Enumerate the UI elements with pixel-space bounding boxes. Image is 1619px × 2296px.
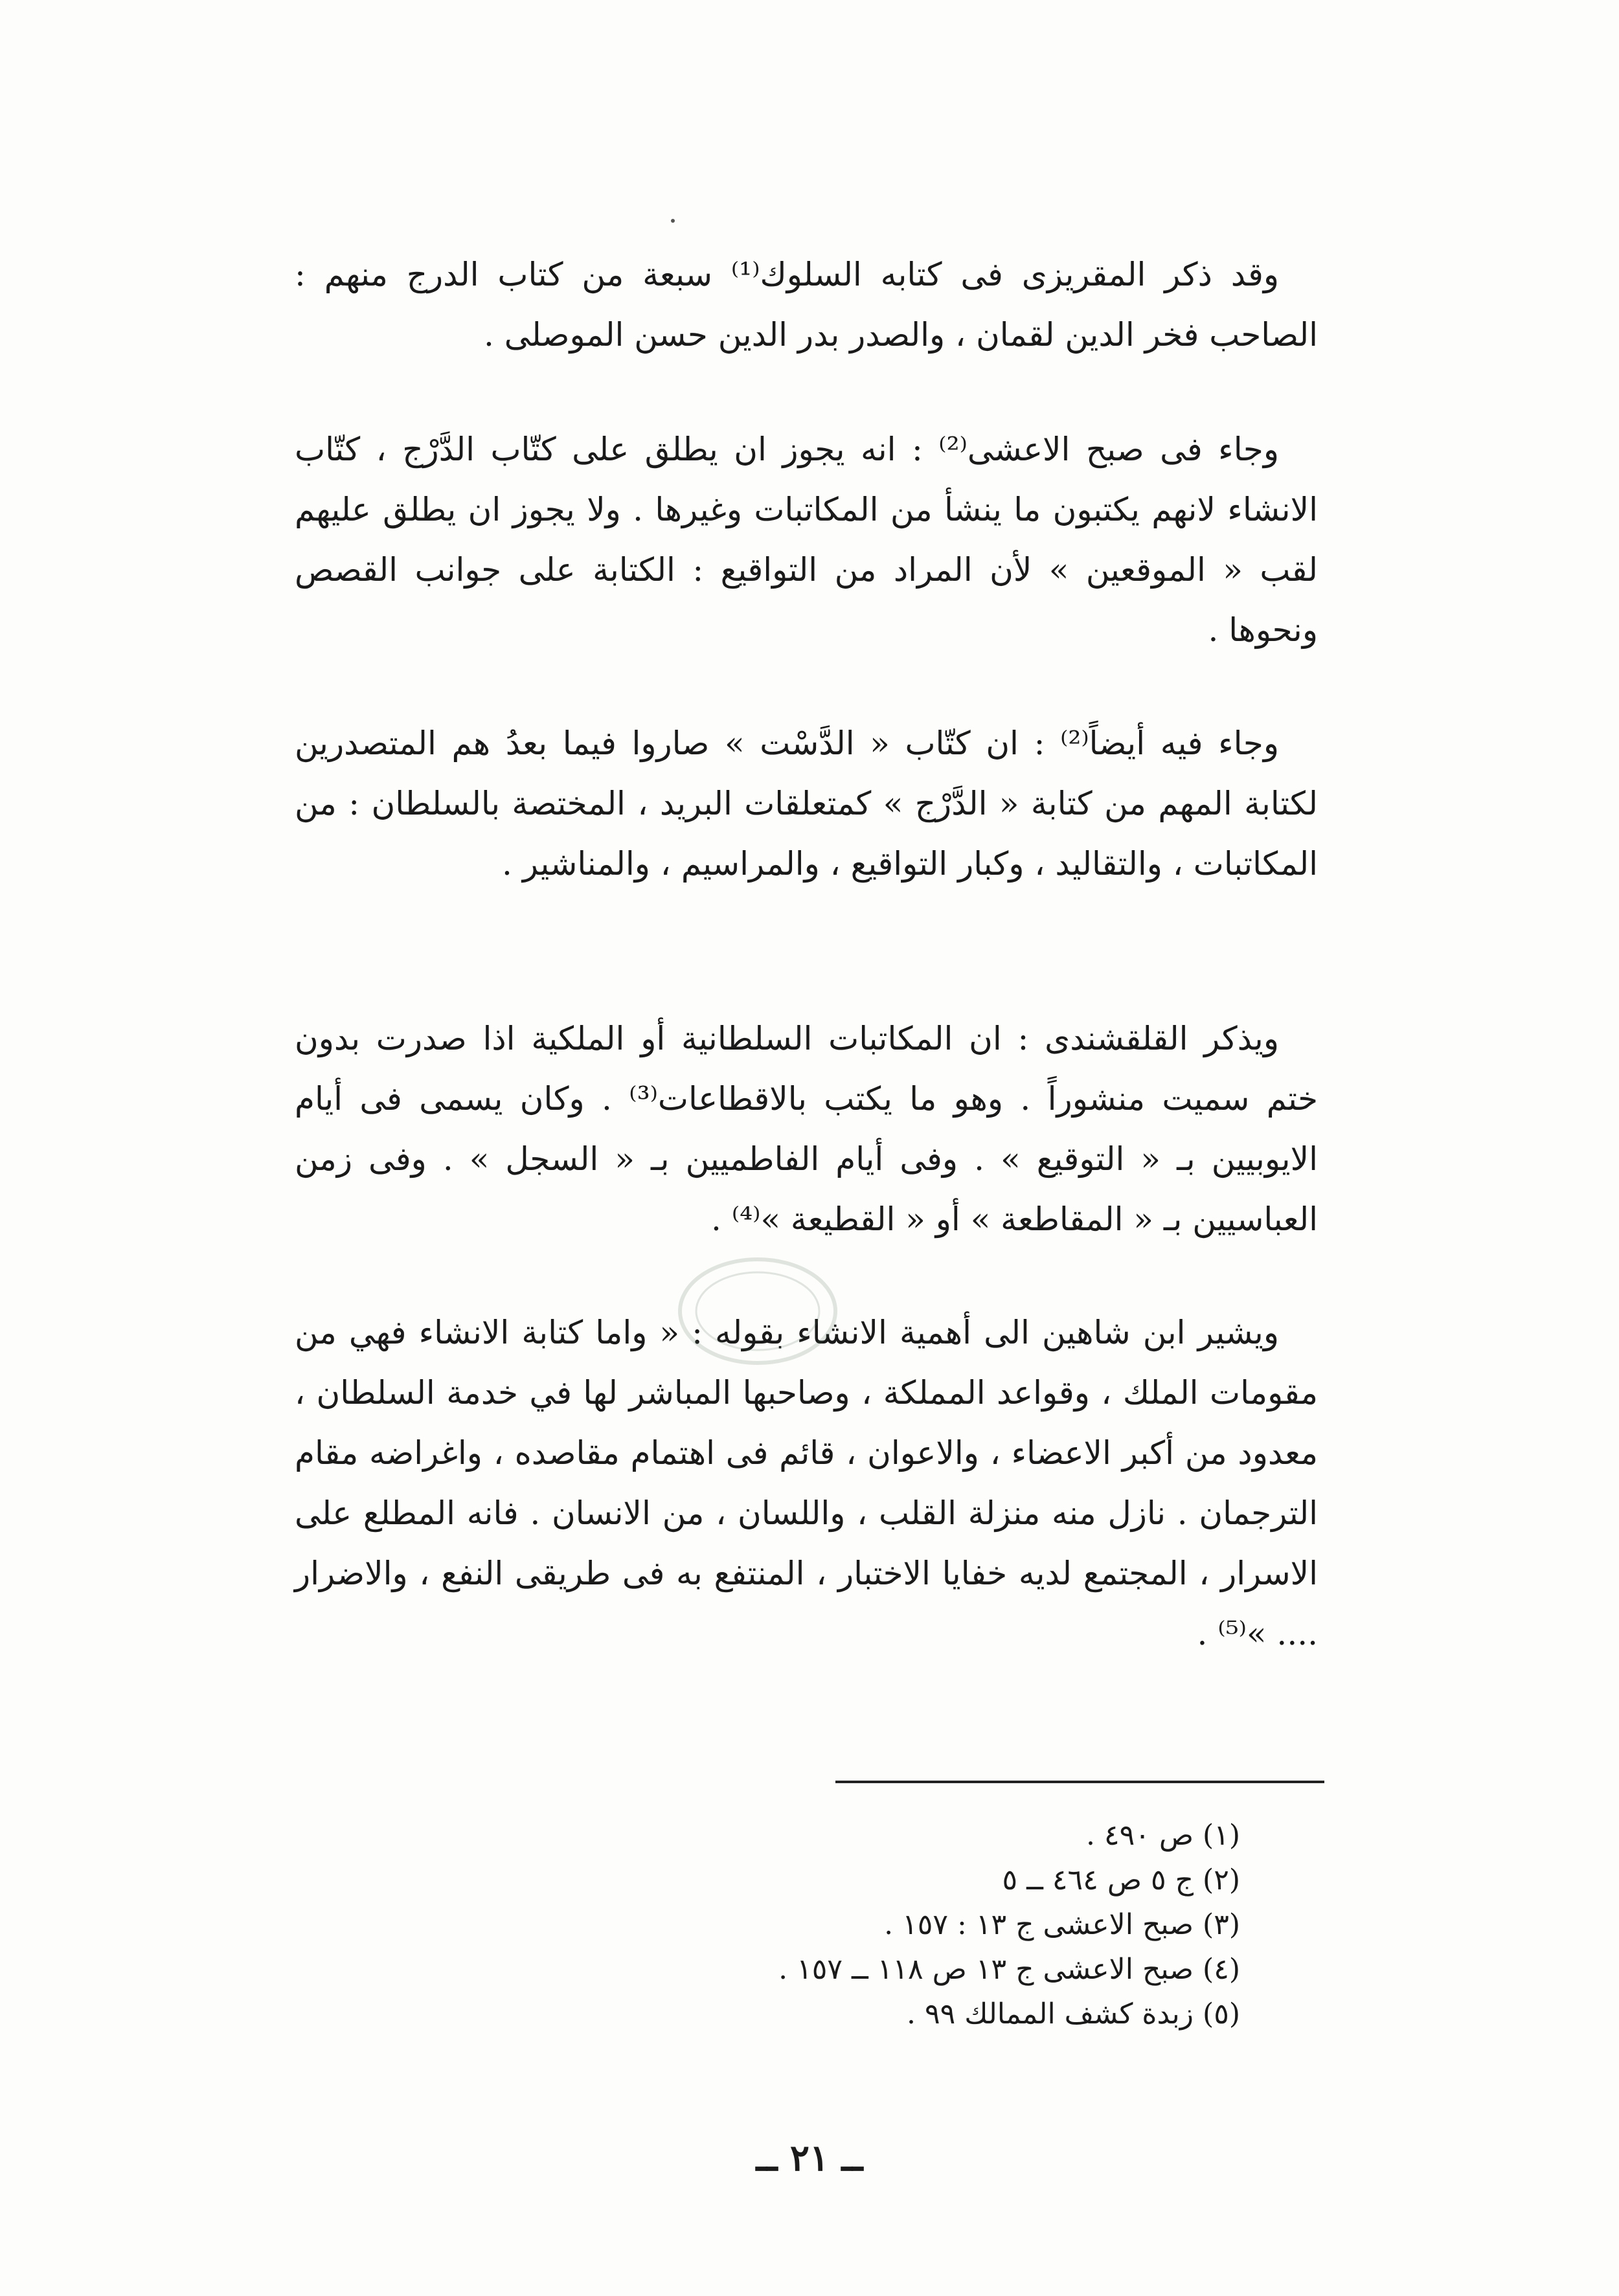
footnote-5: (٥) زبدة كشف الممالك ٩٩ . — [907, 1998, 1240, 2031]
paragraph-2 — [295, 420, 1318, 660]
paragraph-text: وجاء فى صبح الاعشى⁽²⁾ : انه يجوز ان يطلق على كتّاب الدَّرْج ، كتّاب الانشاء لانهم يكتبون ما ينشأ من المكاتبات وغيرها . ولا يجوز ان يطلق عليهم لقب « الموقعين » لأن المراد من التواقيع : الكتابة على جوانب القصص ونحوها . — [295, 431, 1318, 649]
footnote-2: (٢) ج ٥ ص ٤٦٤ ــ ٥ — [1002, 1863, 1240, 1896]
footnotes — [593, 1813, 1240, 2036]
paragraph-text: ويذكر القلقشندى : ان المكاتبات السلطانية أو الملكية اذا صدرت بدون ختم سميت منشوراً . وهو ما يكتب بالاقطاعات⁽³⁾ . وكان يسمى فى أيام الايوبيين بـ « التوقيع » . وفى أيام الفاطميين بـ « السجل » . وفى زمن العباسيين بـ « المقاطعة » أو « القطيعة »⁽⁴⁾ . — [295, 1020, 1318, 1238]
paragraph-3 — [295, 714, 1318, 894]
paragraph-4 — [295, 1009, 1318, 1250]
footnote-4: (٤) صبح الاعشى ج ١٣ ص ١١٨ ــ ١٥٧ . — [778, 1953, 1240, 1986]
footnote-divider — [835, 1781, 1324, 1783]
faded-stamp-watermark — [674, 1250, 842, 1373]
paragraph-text: وجاء فيه أيضاً⁽²⁾ : ان كتّاب « الدَّسْت » صاروا فيما بعدُ هم المتصدرين لكتابة المهم من كتابة « الدَّرْج » كمتعلقات البريد ، المختصة بالسلطان : من المكاتبات ، والتقاليد ، وكبار التواقيع ، والمراسيم ، والمناشير . — [295, 725, 1318, 883]
scan-speck — [671, 219, 675, 223]
paragraph-text: ويشير ابن شاهين الى أهمية الانشاء بقوله : « واما كتابة الانشاء فهي من مقومات الملك ، وقواعد المملكة ، وصاحبها المباشر لها في خدمة السلطان ، معدود من أكبر الاعضاء ، والاعوان ، قائم فى اهتمام مقاصده ، واغراضه مقام الترجمان . نازل منه منزلة القلب ، واللسان ، من الانسان . فانه المطلع على الاسرار ، المجتمع لديه خفايا الاختبار ، المنتفع به فى طريقى النفع ، والاضرار .... »⁽⁵⁾ . — [295, 1314, 1318, 1652]
paragraph-text: وقد ذكر المقريزى فى كتابه السلوك⁽¹⁾ سبعة من كتاب الدرج منهم : الصاحب فخر الدين لقمان ، والصدر بدر الدين حسن الموصلى . — [295, 256, 1318, 354]
footnote-1: (١) ص ٤٩٠ . — [1085, 1819, 1240, 1852]
footnote-3: (٣) صبح الاعشى ج ١٣ : ١٥٧ . — [884, 1908, 1240, 1941]
paragraph-1 — [295, 245, 1318, 365]
page-number: ــ ٢١ ــ — [756, 2137, 863, 2179]
